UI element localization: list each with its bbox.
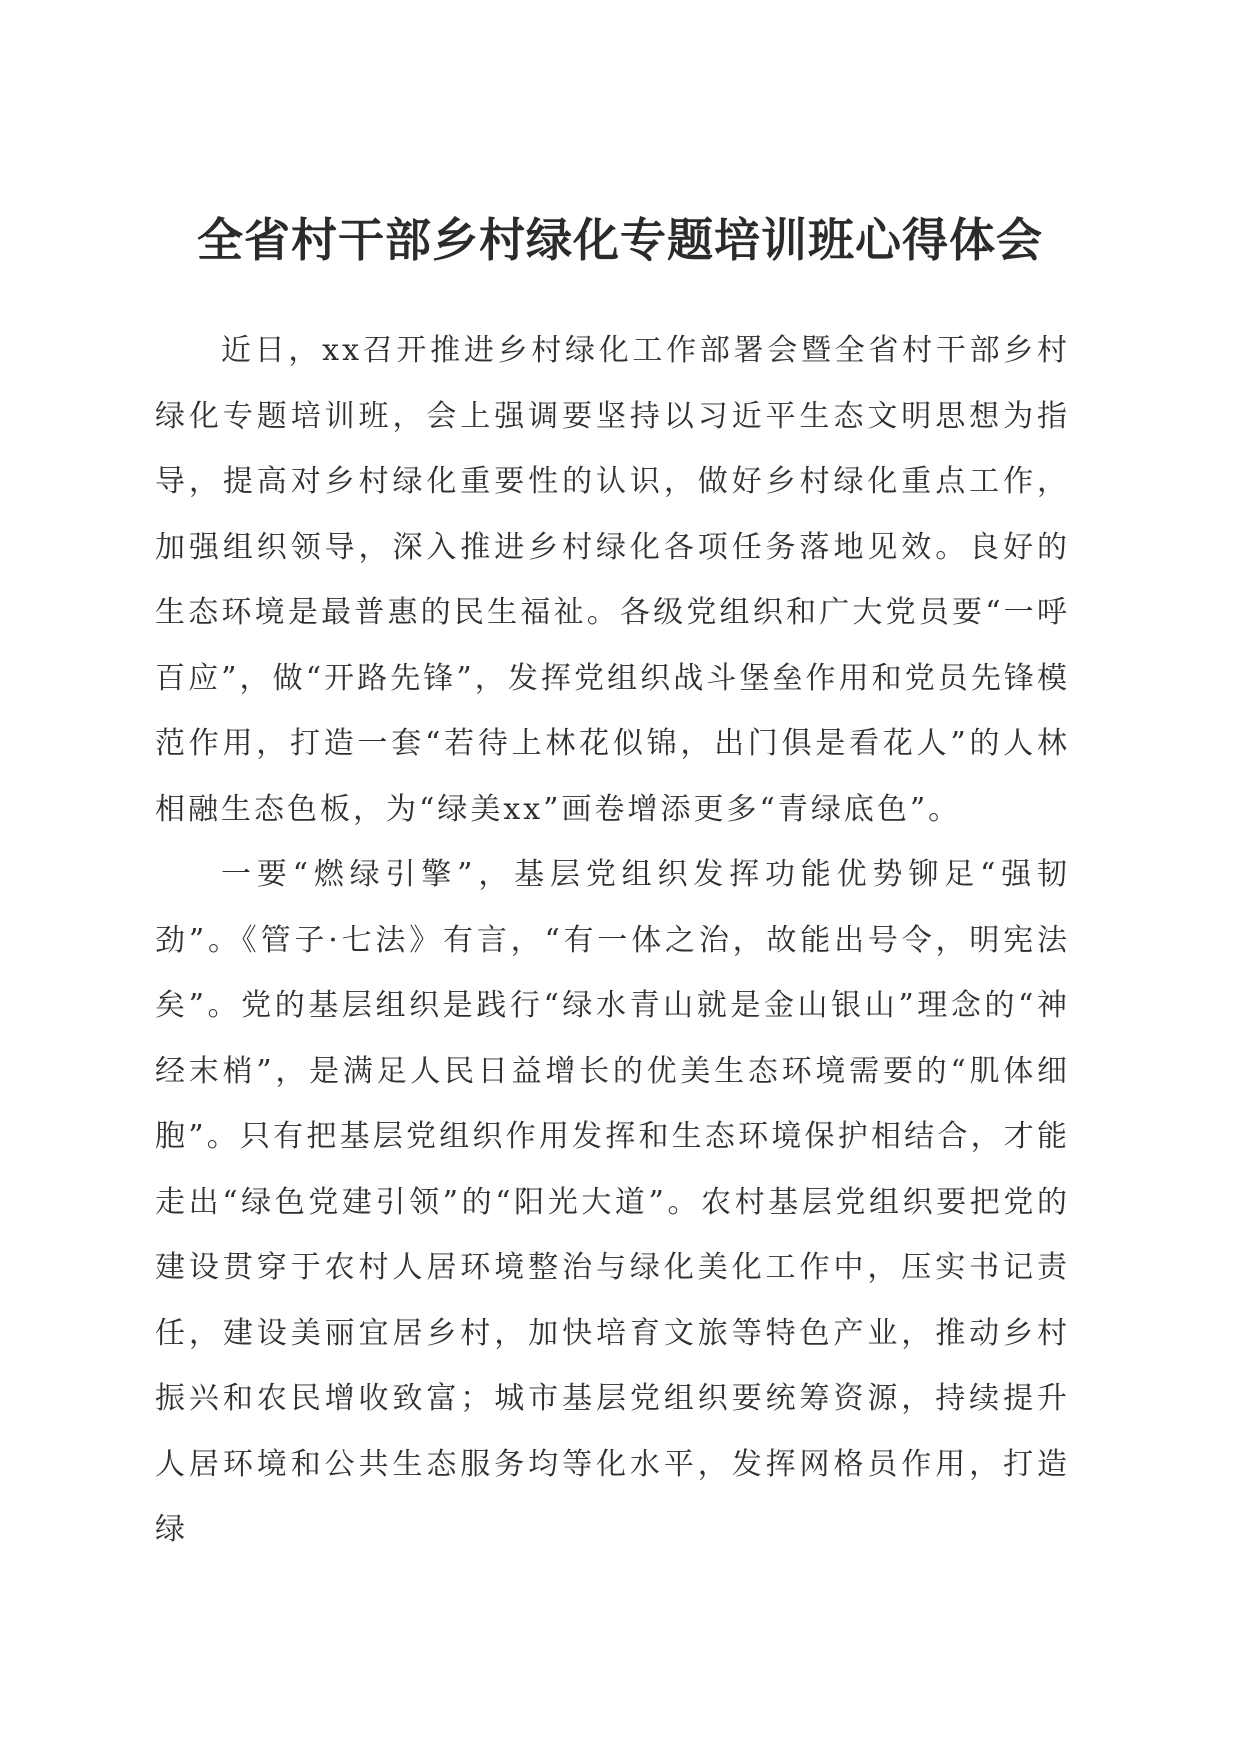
paragraph-intro: 近日，xx召开推进乡村绿化工作部署会暨全省村干部乡村绿化专题培训班，会上强调要坚持以习近平生态文明思想为指导，提高对乡村绿化重要性的认识，做好乡村绿化重点工作，加强组织领导，深入推进乡村绿化各项任务落地见效。良好的生态环境是最普惠的民生福祉。各级党组织和广大党员要“一呼百应”，做“开路先锋”，发挥党组织战斗堡垒作用和党员先锋模范作用，打造一套“若待上林花似锦，出门俱是看花人”的人林相融生态色板，为“绿美xx”画卷增添更多“青绿底色”。 — [155, 333, 1070, 827]
paragraph-first-point: 一要“燃绿引擎”，基层党组织发挥功能优势铆足“强韧劲”。《管子·七法》有言，“有一体之治，故能出号令，明宪法矣”。党的基层组织是践行“绿水青山就是金山银山”理念的“神经末梢”，是满足人民日益增长的优美生态环境需要的“肌体细胞”。只有把基层党组织作用发挥和生态环境保护相结合，才能走出“绿色党建引领”的“阳光大道”。农村基层党组织要把党的建设贯穿于农村人居环境整治与绿化美化工作中，压实书记责任，建设美丽宜居乡村，加快培育文旅等特色产业，推动乡村振兴和农民增收致富；城市基层党组织要统筹资源，持续提升人居环境和公共生态服务均等化水平，发挥网格员作用，打造绿 — [155, 857, 1070, 1547]
document-title: 全省村干部乡村绿化专题培训班心得体会 — [197, 213, 1043, 267]
document-body — [155, 318, 1070, 1563]
